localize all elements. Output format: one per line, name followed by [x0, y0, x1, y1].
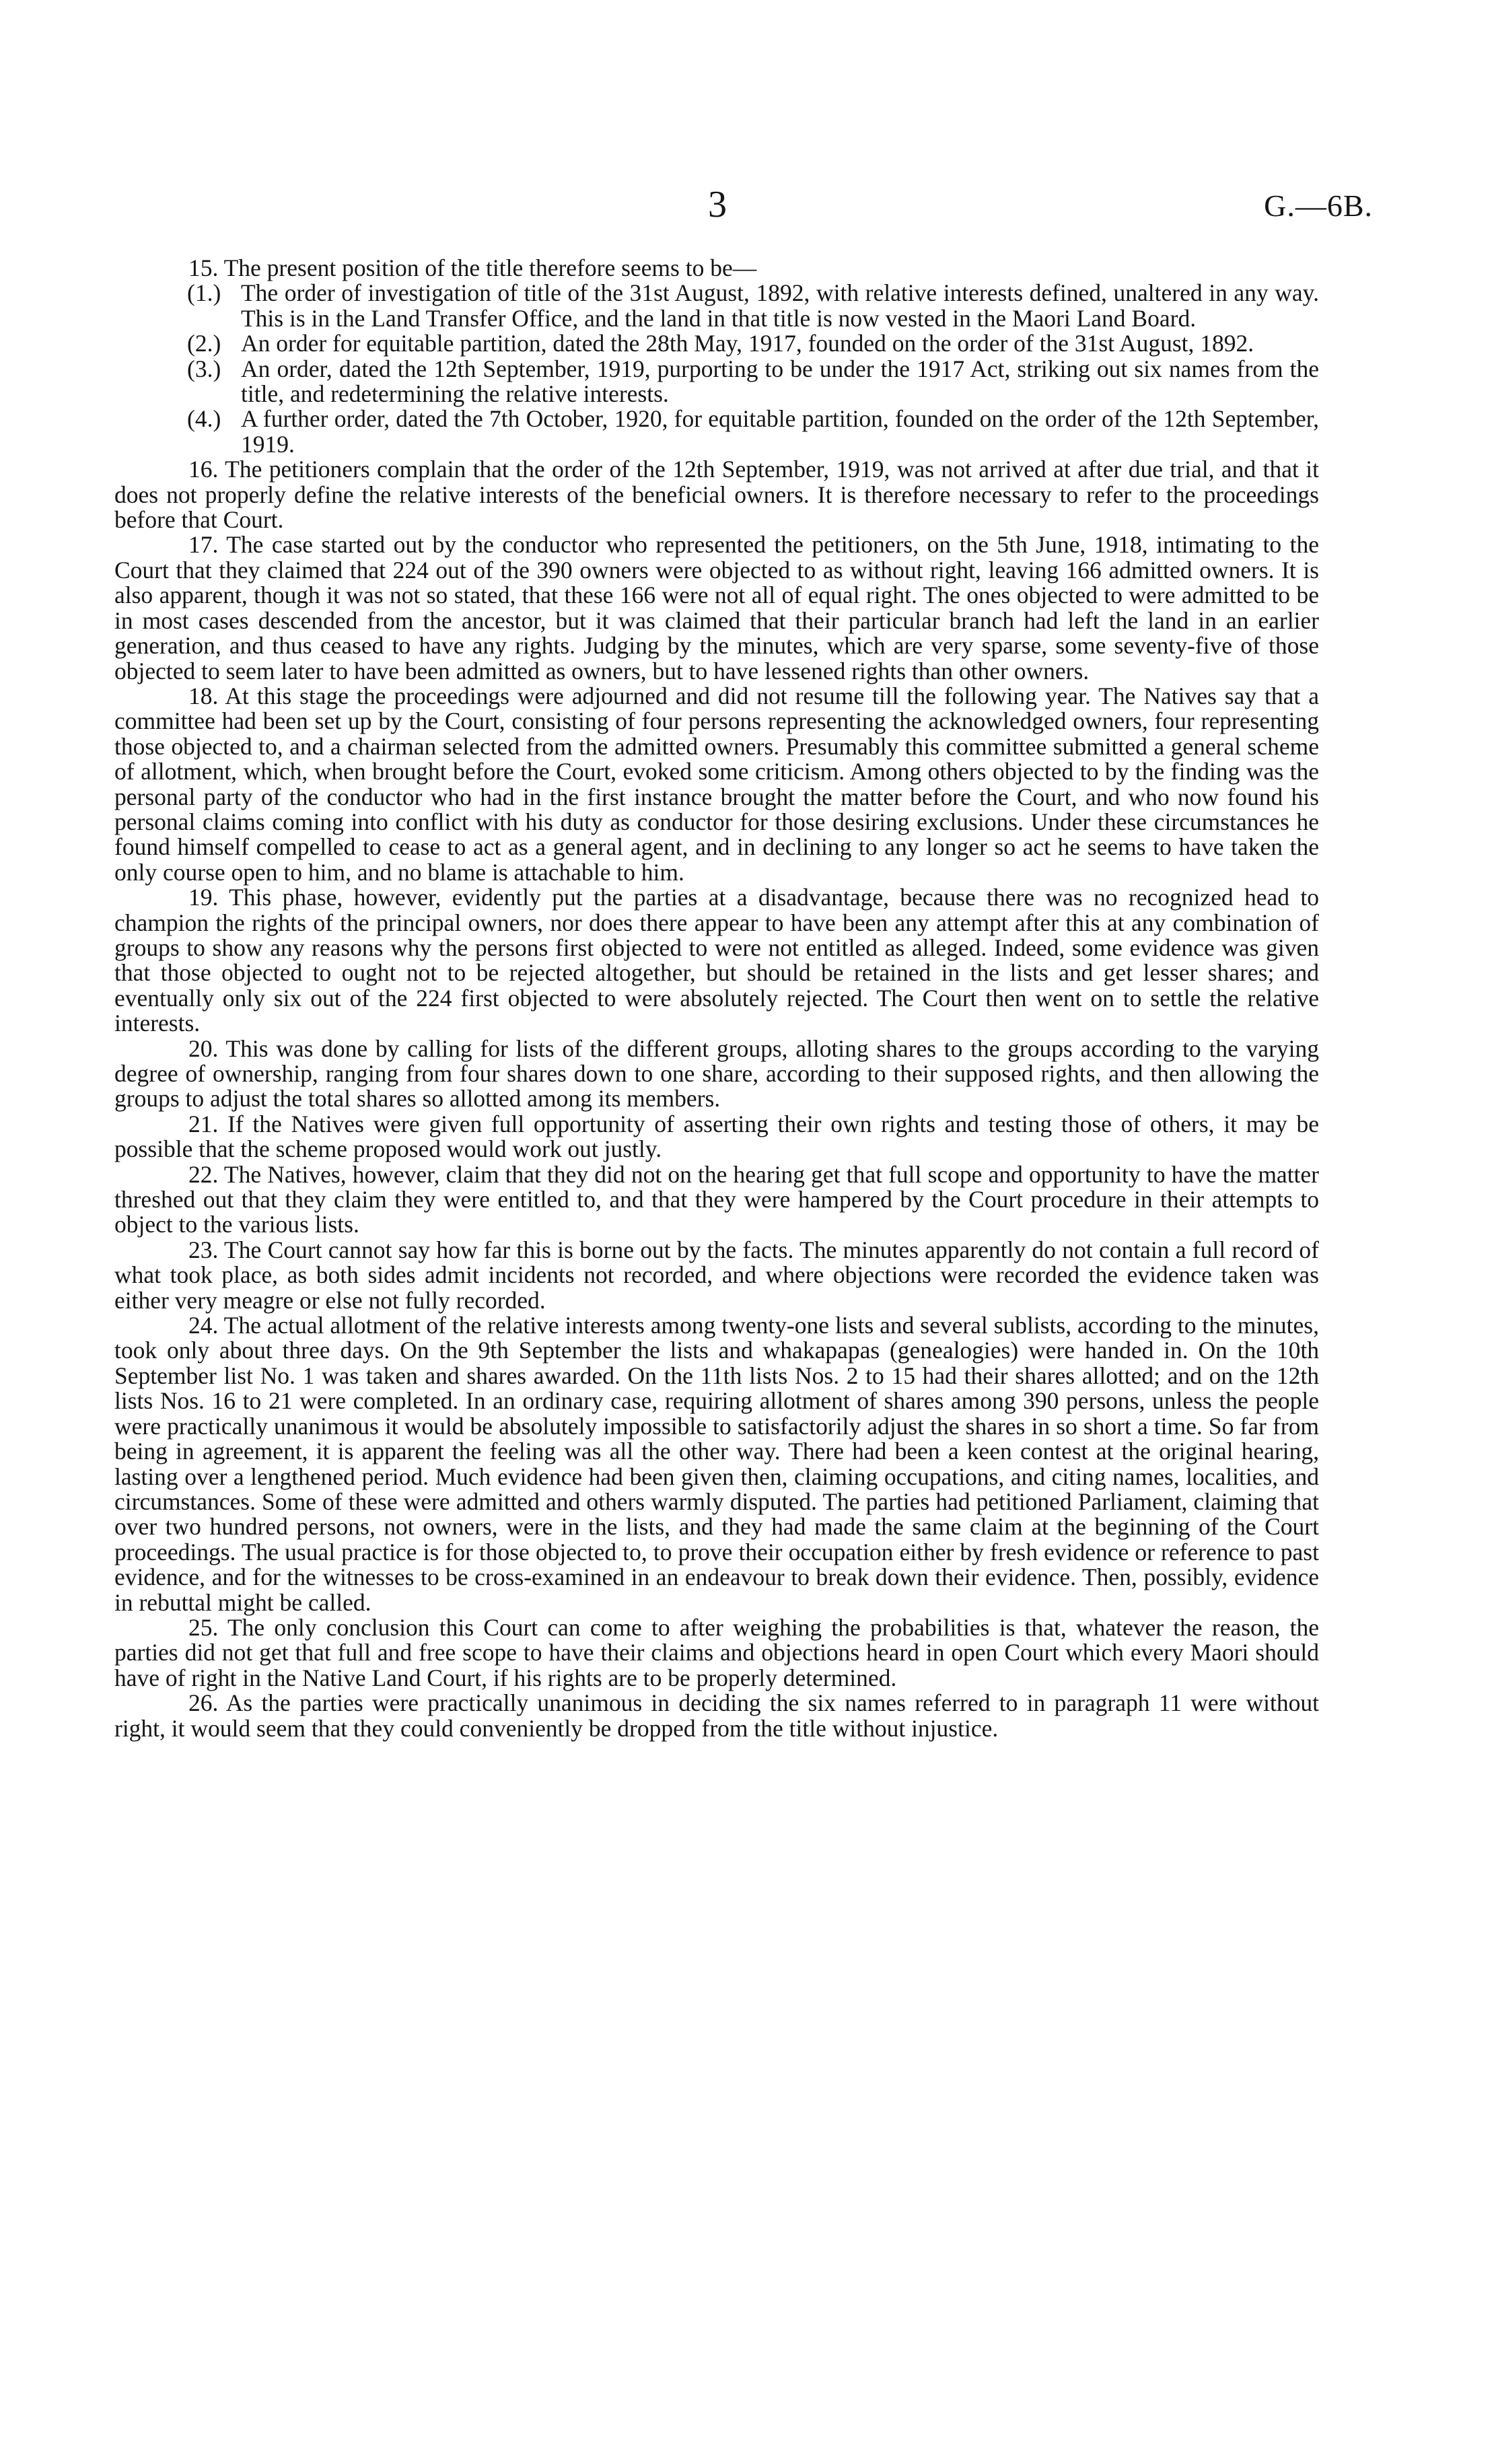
- list-item-number: (1.): [187, 279, 221, 307]
- paragraph-20: 20. This was done by calling for lists of the different groups, alloting shares to the groups according to the varying degree of ownership, ranging from four shares down to one share, according to their supposed rights, and then allowing the groups to adjust the total shares so allotted among its members.: [114, 1034, 1319, 1113]
- title-position-list: [114, 281, 1319, 457]
- paragraph-16: 16. The petitioners complain that the order of the 12th September, 1919, was not arrived at after due trial, and that it does not properly define the relative interests of the beneficial owners. It is therefore necessary to refer to the proceedings before that Court.: [114, 456, 1319, 534]
- paragraph-22: 22. The Natives, however, claim that they did not on the hearing get that full scope and opportunity to have the matter threshed out that they claim they were entitled to, and that they were hampered by the Court procedure in their attempts to object to the various lists.: [114, 1160, 1319, 1238]
- paragraph-26: 26. As the parties were practically unanimous in deciding the six names referred to in paragraph 11 were without right, it would seem that they could conveniently be dropped from the title without injustice.: [114, 1689, 1319, 1742]
- document-body: [114, 256, 1319, 1741]
- paragraph-18: 18. At this stage the proceedings were adjourned and did not resume till the following year. The Natives say that a committee had been set up by the Court, consisting of four persons representing the acknowledged owners, four representing those objected to, and a chairman selected from the admitted owners. Presumably this committee submitted a general scheme of allotment, which, when brought before the Court, evoked some criticism. Among others objected to by the finding was the personal party of the conductor who had in the first instance brought the matter before the Court, and who now found his personal claims coming into conflict with his duty as conductor for those desiring exclusions. Under these circumstances he found himself compelled to cease to act as a general agent, and in declining to any longer so act he seems to have taken the only course open to him, and no blame is attachable to him.: [114, 682, 1319, 886]
- list-item-number: (3.): [187, 355, 221, 382]
- document-reference: G.—6B.: [1264, 188, 1373, 223]
- list-item-number: (4.): [187, 405, 221, 433]
- paragraph-25: 25. The only conclusion this Court can come to after weighing the probabilities is that, whatever the reason, the parties did not get that full and free scope to have their claims and objections heard in open Court which every Maori should have of right in the Native Land Court, if his rights are to be properly determined.: [114, 1613, 1319, 1691]
- paragraph-17: 17. The case started out by the conductor who represented the petitioners, on the 5th June, 1918, intimating to the Court that they claimed that 224 out of the 390 owners were objected to as without right, leaving 166 admitted owners. It is also apparent, though it was not so stated, that these 166 were not all of equal right. The ones objected to were admitted to be in most cases descended from the ancestor, but it was claimed that their particular branch had left the land in an earlier generation, and thus ceased to have any rights. Judging by the minutes, which are very sparse, some seventy-five of those objected to seem later to have been admitted as owners, but to have lessened rights than other owners.: [114, 531, 1319, 684]
- paragraph-23: 23. The Court cannot say how far this is borne out by the facts. The minutes apparently do not contain a full record of what took place, as both sides admit incidents not recorded, and where objections were recorded the evidence taken was either very meagre or else not fully recorded.: [114, 1236, 1319, 1314]
- list-item-text: An order for equitable partition, dated the 28th May, 1917, founded on the order of the 31st August, 1892.: [241, 330, 1254, 357]
- list-item: [114, 281, 1319, 331]
- list-item-number: (2.): [187, 330, 221, 357]
- paragraph-19: 19. This phase, however, evidently put the parties at a disadvantage, because there was no recognized head to champion the rights of the principal owners, nor does there appear to have been any attempt after this at any combination of groups to show any reasons why the persons first objected to were not entitled as alleged. Indeed, some evidence was given that those objected to ought not to be rejected altogether, but should be retained in the lists and get lesser shares; and eventually only six out of the 224 first objected to were absolutely rejected. The Court then went on to settle the relative interests.: [114, 884, 1319, 1037]
- list-item: [114, 331, 1319, 356]
- paragraph-15-intro: 15. The present position of the title therefore seems to be—: [188, 254, 757, 281]
- paragraph-24: 24. The actual allotment of the relative interests among twenty-one lists and several sublists, according to the minutes, took only about three days. On the 9th September the lists and whakapapas (genealogies) were handed in. On the 10th September list No. 1 was taken and shares awarded. On the 11th lists Nos. 2 to 15 had their shares allotted; and on the 12th lists Nos. 16 to 21 were completed. In an ordinary case, requiring allotment of shares among 390 persons, unless the people were practically unanimous it would be absolutely impossible to satisfactorily adjust the shares in so short a time. So far from being in agreement, it is apparent the feeling was all the other way. There had been a keen contest at the original hearing, lasting over a lengthened period. Much evidence had been given then, claiming occupations, and citing names, localities, and circumstances. Some of these were admitted and others warmly disputed. The parties had petitioned Parliament, claiming that over two hundred persons, not owners, were in the lists, and they had made the same claim at the beginning of the Court proceedings. The usual practice is for those objected to, to prove their occupation either by fresh evidence or reference to past evidence, and for the witnesses to be cross-examined in an endeavour to break down their evidence. Then, possibly, evidence in rebuttal might be called.: [114, 1312, 1319, 1616]
- page-number: 3: [708, 184, 727, 225]
- list-item: [114, 407, 1319, 457]
- paragraph-21: 21. If the Natives were given full opportunity of asserting their own rights and testing those of others, it may be possible that the scheme proposed would work out justly.: [114, 1110, 1319, 1163]
- list-item-text: An order, dated the 12th September, 1919, purporting to be under the 1917 Act, striking out six names from the title, and redetermining the relative interests.: [241, 355, 1319, 408]
- list-item-text: A further order, dated the 7th October, 1920, for equitable partition, founded on the order of the 12th September, 1919.: [241, 405, 1319, 458]
- list-item: [114, 357, 1319, 407]
- list-item-text: The order of investigation of title of the 31st August, 1892, with relative interests defined, unaltered in any way. This is in the Land Transfer Office, and the land in that title is now vested in the Maori Land Board.: [241, 279, 1319, 332]
